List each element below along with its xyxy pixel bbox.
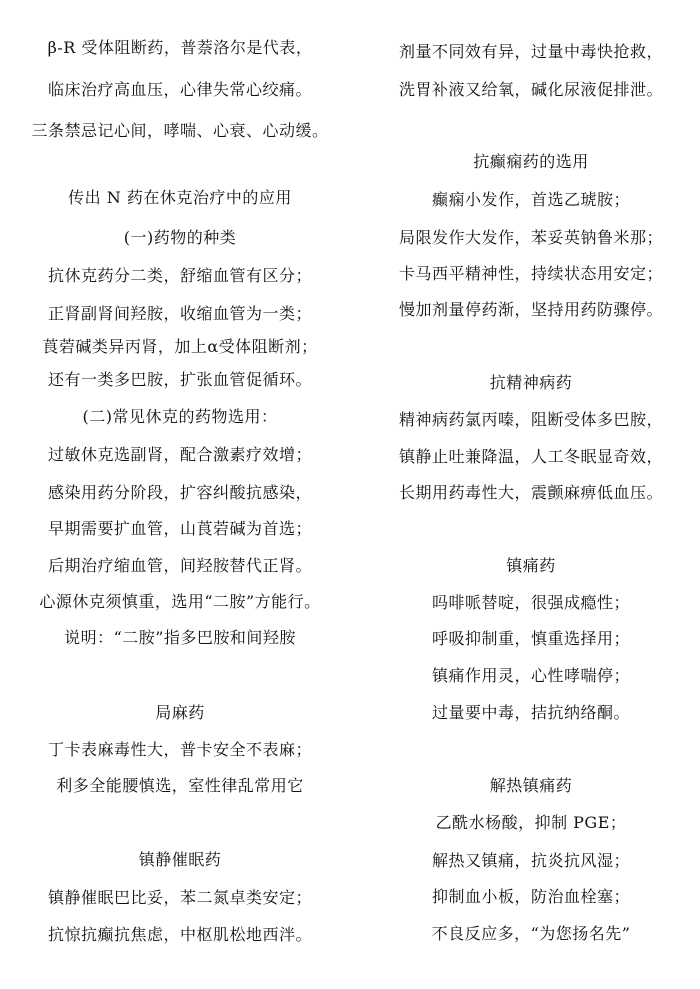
text-line: 吗啡哌替啶，很强成瘾性； xyxy=(431,593,630,612)
text-line: 莨菪碱类异丙肾，加上α受体阻断剂； xyxy=(42,337,318,356)
section-title: 解热镇痛药 xyxy=(489,776,573,795)
text-line: 说明：“二胺”指多巴胺和间羟胺 xyxy=(64,628,296,647)
text-line: 乙酰水杨酸，抑制 PGE； xyxy=(435,813,627,832)
section-title: 传出 N 药在休克治疗中的应用 xyxy=(68,188,292,207)
text-line: 抗休克药分二类，舒缩血管有区分； xyxy=(47,266,312,285)
text-line: 正肾副肾间羟胺，收缩血管为一类； xyxy=(47,304,312,323)
subsection-title: (二)常见休克的药物选用： xyxy=(82,407,278,426)
text-line: 慢加剂量停药渐，坚持用药防骤停。 xyxy=(398,300,663,319)
section-title: 抗精神病药 xyxy=(489,373,573,392)
text-line: 过敏休克选副肾，配合激素疗效增； xyxy=(47,445,312,464)
text-line: 剂量不同效有异，过量中毒快抢救， xyxy=(398,42,663,61)
text-line: 抗惊抗癫抗焦虑，中枢肌松地西泮。 xyxy=(47,925,312,944)
text-line: 镇静催眠巴比妥，苯二氮卓类安定； xyxy=(47,888,312,907)
text-line: 局限发作大发作，苯妥英钠鲁米那； xyxy=(398,228,663,247)
text-line: 解热又镇痛，抗炎抗风湿； xyxy=(431,851,630,870)
text-line: 抑制血小板，防治血栓塞； xyxy=(431,887,630,906)
text-line: 临床治疗高血压，心律失常心绞痛。 xyxy=(47,80,312,99)
text-line: 镇静止吐兼降温，人工冬眠显奇效， xyxy=(398,447,663,466)
text-line: 早期需要扩血管，山莨菪碱为首选； xyxy=(47,519,312,538)
text-line: 长期用药毒性大，震颤麻痹低血压。 xyxy=(398,483,663,502)
text-line: 感染用药分阶段，扩容纠酸抗感染， xyxy=(47,483,312,502)
text-line: 心源休克须慎重，选用“二胺”方能行。 xyxy=(39,592,321,611)
section-title: 抗癫痫药的选用 xyxy=(473,152,589,171)
text-line: 还有一类多巴胺，扩张血管促循环。 xyxy=(47,370,312,389)
text-line: 洗胃补液又给氧，碱化尿液促排泄。 xyxy=(398,80,663,99)
text-line: 后期治疗缩血管，间羟胺替代正肾。 xyxy=(47,556,312,575)
text-line: β-R 受体阻断药，普萘洛尔是代表， xyxy=(47,38,313,57)
text-line: 三条禁忌记心间，哮喘、心衰、心动缓。 xyxy=(31,121,329,140)
text-line: 镇痛作用灵，心性哮喘停； xyxy=(431,666,630,685)
text-line: 精神病药氯丙嗪，阻断受体多巴胺， xyxy=(398,410,663,429)
subsection-title: (一)药物的种类 xyxy=(123,228,237,247)
text-line: 癫痫小发作，首选乙琥胺； xyxy=(431,190,630,209)
text-line: 丁卡表麻毒性大，普卡安全不表麻； xyxy=(47,740,312,759)
text-line: 呼吸抑制重，慎重选择用； xyxy=(431,629,630,648)
text-line: 利多全能腰慎选，室性律乱常用它 xyxy=(56,776,304,795)
section-title: 镇静催眠药 xyxy=(138,850,222,869)
text-line: 不良反应多，“为您扬名先” xyxy=(431,924,631,943)
section-title: 镇痛药 xyxy=(506,556,556,575)
section-title: 局麻药 xyxy=(155,703,205,722)
text-line: 卡马西平精神性，持续状态用安定； xyxy=(398,264,663,283)
text-line: 过量要中毒，拮抗纳络酮。 xyxy=(431,703,630,722)
